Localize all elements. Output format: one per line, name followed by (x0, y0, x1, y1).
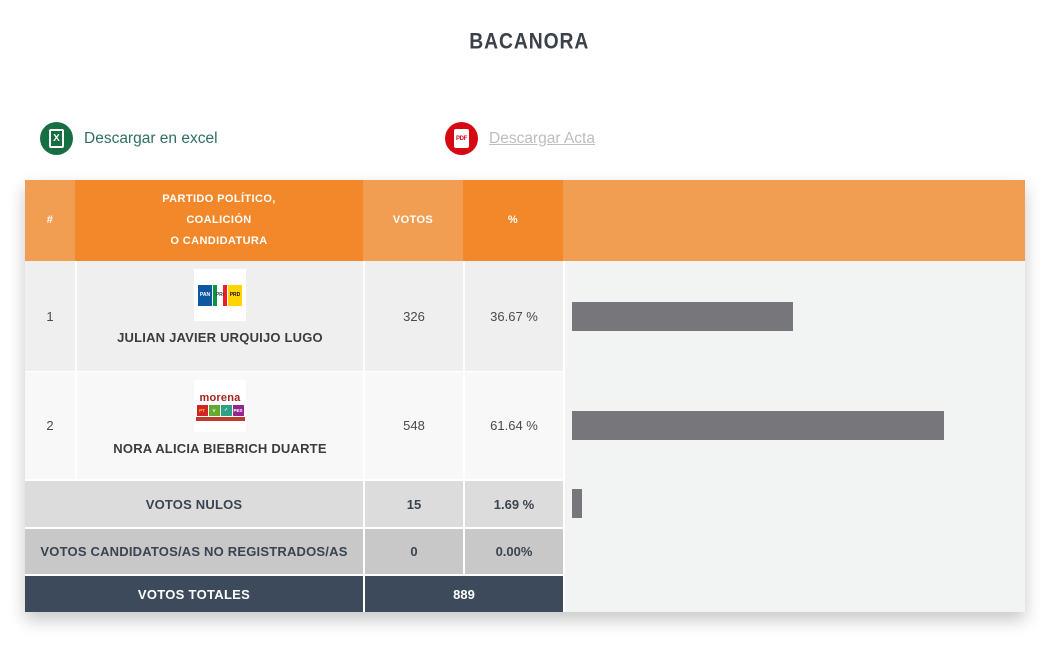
total-votes-row (25, 574, 563, 612)
excel-file-icon[interactable] (40, 122, 73, 155)
results-card (25, 180, 1025, 612)
null-votes-bar (572, 489, 582, 518)
table-header-row (25, 180, 563, 261)
downloads-row (25, 122, 1025, 156)
header-percent: % (463, 180, 563, 261)
header-party-line1: PARTIDO POLÍTICO, (162, 193, 276, 205)
percentage-bar-chart (563, 180, 1025, 612)
candidate-votes: 548 (363, 372, 463, 479)
page-title: BACANORA (469, 29, 590, 54)
null-votes-label: VOTOS NULOS (145, 496, 243, 512)
download-acta-link[interactable] (445, 122, 595, 155)
unregistered-votes-label: VOTOS CANDIDATOS/AS NO REGISTRADOS/AS (40, 544, 348, 559)
pvem-logo: V (209, 405, 220, 416)
bar-slot (572, 527, 1025, 574)
pdf-page-glyph: PDF (454, 129, 469, 148)
excel-page-glyph: X (49, 129, 64, 148)
bar-slot (572, 479, 1025, 527)
coalition-banner-strip (196, 417, 245, 421)
pan-pri-prd-coalition-logo (194, 269, 246, 321)
download-excel-label[interactable]: Descargar en excel (84, 129, 218, 147)
candidate-votes: 326 (363, 261, 463, 371)
total-votes-count: 889 (363, 576, 563, 612)
bar-slot (572, 261, 1025, 371)
candidate-number: 2 (46, 418, 54, 433)
header-votes: VOTOS (363, 180, 463, 261)
candidate-name: JULIAN JAVIER URQUIJO LUGO (117, 330, 323, 345)
morena-wordmark: morena (199, 391, 241, 404)
unregistered-votes-count: 0 (363, 529, 463, 574)
unregistered-votes-percent: 0.00% (463, 529, 563, 574)
pdf-file-icon[interactable] (445, 122, 478, 155)
bar-slot (572, 371, 1025, 479)
candidate-party-cell (75, 261, 363, 371)
download-acta-label[interactable]: Descargar Acta (489, 129, 595, 147)
candidate-party-cell (75, 372, 363, 479)
null-votes-count: 15 (363, 481, 463, 527)
header-number: # (25, 180, 75, 261)
header-party-line3: O CANDIDATURA (170, 235, 268, 247)
candidate-name: NORA ALICIA BIEBRICH DUARTE (113, 441, 327, 456)
header-party (75, 180, 363, 261)
candidate-number: 1 (46, 308, 54, 324)
candidate-row-1 (25, 261, 563, 371)
morena-coalition-logo (194, 380, 246, 432)
total-votes-label: VOTOS TOTALES (137, 586, 251, 602)
pes-logo: PES (233, 405, 244, 416)
chart-header-band (563, 180, 1025, 261)
null-votes-row (25, 479, 563, 527)
pan-logo: PAN (198, 285, 212, 306)
prd-logo: PRD (228, 285, 242, 306)
page-title-wrap (0, 30, 1059, 54)
header-party-line2: COALICIÓN (186, 214, 252, 226)
download-excel-link[interactable] (40, 122, 218, 155)
unregistered-votes-row (25, 527, 563, 574)
candidate-2-bar (572, 411, 944, 440)
pri-logo: PRI (213, 285, 227, 306)
candidate-percent: 61.64 % (463, 372, 563, 479)
results-table (25, 180, 563, 612)
na-logo: ✓ (221, 405, 232, 416)
chart-plot-area (563, 261, 1025, 612)
pt-logo: PT (197, 405, 208, 416)
candidate-percent: 36.67 % (463, 261, 563, 371)
candidate-1-bar (572, 302, 793, 331)
candidate-row-2 (25, 371, 563, 479)
null-votes-percent: 1.69 % (463, 481, 563, 527)
